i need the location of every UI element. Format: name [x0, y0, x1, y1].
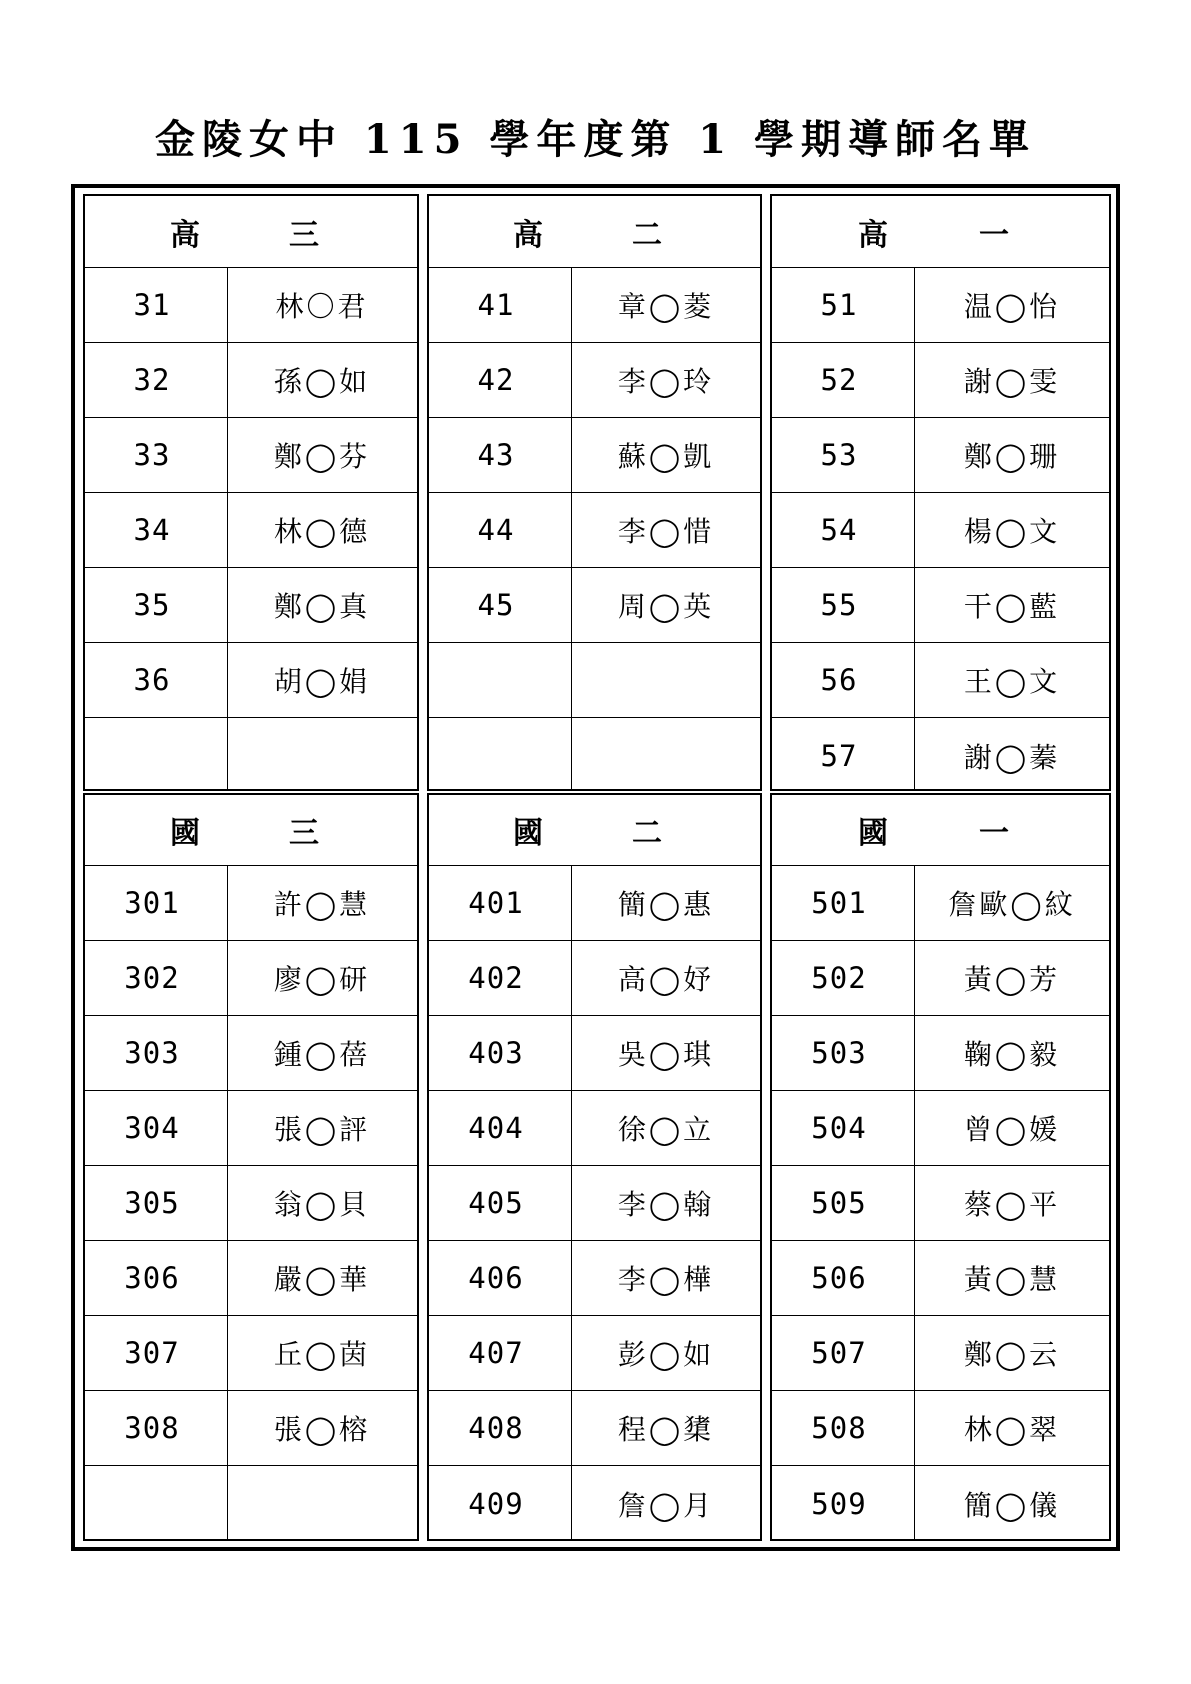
class-number: 508	[811, 1411, 867, 1445]
teacher-name: 黃◯慧	[963, 1263, 1061, 1296]
class-row	[772, 1091, 1109, 1166]
teacher-name: 丘◯茵	[273, 1338, 371, 1371]
teacher-name: 林◯德	[273, 515, 371, 548]
class-row	[772, 1166, 1109, 1241]
class-number: 51	[820, 288, 858, 322]
class-number: 504	[811, 1111, 867, 1145]
grade-section-char: 國	[858, 816, 888, 851]
teacher-name: 曾◯媛	[963, 1113, 1061, 1146]
class-row	[85, 1016, 417, 1091]
class-row	[85, 1391, 417, 1466]
class-number: 43	[477, 438, 515, 472]
class-number: 406	[468, 1261, 524, 1295]
class-row	[429, 1241, 760, 1316]
class-number: 507	[811, 1336, 867, 1370]
teacher-name: 張◯評	[273, 1113, 371, 1146]
teacher-name: 吳◯琪	[617, 1038, 715, 1071]
teacher-name: 鞠◯毅	[963, 1038, 1061, 1071]
class-number: 505	[811, 1186, 867, 1220]
grade-header	[429, 196, 760, 268]
teacher-name: 胡◯娟	[273, 665, 371, 698]
page-title: 金陵女中 115 學年度第 1 學期導師名單	[154, 116, 1037, 163]
teacher-name: 李◯翰	[617, 1188, 715, 1221]
class-row	[772, 343, 1109, 418]
teacher-name: 林〇君	[275, 290, 369, 323]
teacher-name: 嚴◯華	[273, 1263, 371, 1296]
class-row	[772, 493, 1109, 568]
teacher-name: 程◯橥	[617, 1413, 715, 1446]
class-number: 52	[820, 363, 858, 397]
class-row	[85, 643, 417, 718]
class-row	[85, 1466, 417, 1541]
teacher-name: 鄭◯真	[273, 590, 371, 623]
class-number: 305	[124, 1186, 180, 1220]
class-row	[772, 418, 1109, 493]
teacher-name: 王◯文	[963, 665, 1061, 698]
class-row	[429, 1166, 760, 1241]
teacher-name: 高◯妤	[617, 963, 715, 996]
class-row	[429, 866, 760, 941]
class-row	[772, 643, 1109, 718]
grade-panel	[770, 194, 1111, 791]
teacher-name: 黃◯芳	[963, 963, 1061, 996]
class-number: 409	[468, 1486, 524, 1521]
class-row	[429, 1016, 760, 1091]
class-row	[429, 941, 760, 1016]
column-divider	[571, 866, 572, 1539]
column-divider	[914, 866, 915, 1539]
class-row	[85, 1091, 417, 1166]
roster-table-frame	[71, 184, 1120, 1551]
teacher-name: 鍾◯蓓	[273, 1038, 371, 1071]
grade-section-char: 高	[513, 217, 543, 253]
class-row	[85, 718, 417, 793]
teacher-name: 干◯藍	[963, 590, 1061, 623]
class-row	[429, 718, 760, 793]
class-row	[429, 568, 760, 643]
class-row	[85, 1166, 417, 1241]
class-row	[429, 643, 760, 718]
class-number: 306	[124, 1261, 180, 1295]
grade-level-char: 三	[289, 816, 319, 851]
teacher-name: 楊◯文	[963, 515, 1061, 548]
class-row	[772, 1466, 1109, 1541]
class-row	[429, 1316, 760, 1391]
teacher-name: 謝◯雯	[963, 365, 1061, 398]
class-number: 36	[133, 663, 171, 697]
class-number: 44	[477, 513, 515, 547]
class-row	[772, 1016, 1109, 1091]
class-number: 53	[820, 438, 858, 472]
class-row	[772, 941, 1109, 1016]
class-row	[429, 493, 760, 568]
teacher-name: 周◯英	[617, 590, 715, 623]
class-row	[429, 1466, 760, 1541]
class-row	[772, 866, 1109, 941]
grade-level-char: 一	[979, 816, 1009, 851]
class-number: 506	[811, 1261, 867, 1295]
grade-panel	[83, 793, 419, 1541]
class-row	[772, 1316, 1109, 1391]
class-number: 307	[124, 1336, 180, 1370]
class-number: 54	[820, 513, 858, 547]
class-number: 509	[811, 1486, 867, 1521]
teacher-name: 李◯玲	[617, 365, 715, 398]
class-number: 405	[468, 1186, 524, 1220]
teacher-name: 許◯慧	[273, 888, 371, 921]
class-row	[772, 268, 1109, 343]
column-divider	[571, 268, 572, 789]
class-row	[772, 718, 1109, 793]
grade-level-char: 二	[632, 816, 662, 851]
class-number: 45	[477, 588, 515, 622]
column-divider	[227, 866, 228, 1539]
class-row	[772, 1241, 1109, 1316]
class-number: 34	[133, 513, 171, 547]
grade-level-char: 三	[289, 217, 319, 253]
class-number: 41	[477, 288, 515, 322]
teacher-name: 章◯菱	[617, 290, 715, 323]
teacher-name: 徐◯立	[617, 1113, 715, 1146]
teacher-name: 彭◯如	[617, 1338, 715, 1371]
teacher-name: 翁◯貝	[273, 1188, 371, 1221]
grade-panel	[427, 793, 762, 1541]
class-number: 408	[468, 1411, 524, 1445]
class-row	[429, 1091, 760, 1166]
class-row	[429, 1391, 760, 1466]
teacher-name: 李◯惜	[617, 515, 715, 548]
class-row	[429, 268, 760, 343]
class-row	[85, 866, 417, 941]
class-number: 57	[820, 738, 858, 773]
grade-panel	[770, 793, 1111, 1541]
class-number: 56	[820, 663, 858, 697]
grade-section-char: 高	[170, 217, 200, 253]
grade-level-char: 二	[632, 217, 662, 253]
class-row	[85, 343, 417, 418]
class-row	[85, 268, 417, 343]
class-number: 303	[124, 1036, 180, 1070]
class-row	[772, 568, 1109, 643]
teacher-name: 鄭◯云	[963, 1338, 1061, 1371]
teacher-name: 林◯翠	[963, 1413, 1061, 1446]
class-number: 302	[124, 961, 180, 995]
grade-section-char: 國	[170, 816, 200, 851]
class-number: 404	[468, 1111, 524, 1145]
teacher-name: 鄭◯珊	[963, 440, 1061, 473]
grade-header	[85, 196, 417, 268]
class-row	[85, 1241, 417, 1316]
class-number: 402	[468, 961, 524, 995]
teacher-name: 蔡◯平	[963, 1188, 1061, 1221]
grade-panel	[83, 194, 419, 791]
grade-section-char: 高	[858, 217, 888, 253]
teacher-name: 孫◯如	[273, 365, 371, 398]
teacher-name: 簡◯儀	[963, 1488, 1061, 1522]
class-number: 35	[133, 588, 171, 622]
class-number: 501	[811, 886, 867, 920]
class-number: 42	[477, 363, 515, 397]
class-row	[85, 941, 417, 1016]
class-row	[429, 418, 760, 493]
class-row	[429, 343, 760, 418]
class-number: 403	[468, 1036, 524, 1070]
grade-level-char: 一	[979, 217, 1009, 253]
class-number: 407	[468, 1336, 524, 1370]
grade-panel	[427, 194, 762, 791]
class-row	[85, 418, 417, 493]
class-number: 304	[124, 1111, 180, 1145]
column-divider	[914, 268, 915, 789]
teacher-name: 李◯樺	[617, 1263, 715, 1296]
grade-header	[429, 795, 760, 866]
class-number: 503	[811, 1036, 867, 1070]
column-divider	[227, 268, 228, 789]
class-row	[85, 493, 417, 568]
teacher-name: 詹◯月	[617, 1488, 715, 1522]
class-number: 301	[124, 886, 180, 920]
class-row	[85, 568, 417, 643]
class-number: 55	[820, 588, 858, 622]
teacher-name: 簡◯惠	[617, 888, 715, 921]
class-number: 33	[133, 438, 171, 472]
teacher-name: 謝◯蓁	[963, 740, 1061, 774]
grade-section-char: 國	[513, 816, 543, 851]
class-number: 32	[133, 363, 171, 397]
grade-header	[772, 795, 1109, 866]
class-number: 401	[468, 886, 524, 920]
teacher-name: 温◯怡	[963, 290, 1061, 323]
class-row	[85, 1316, 417, 1391]
class-row	[772, 1391, 1109, 1466]
class-number: 502	[811, 961, 867, 995]
teacher-name: 廖◯研	[273, 963, 371, 996]
teacher-name: 蘇◯凱	[617, 440, 715, 473]
grade-header	[85, 795, 417, 866]
teacher-name: 鄭◯芬	[273, 440, 371, 473]
class-number: 308	[124, 1411, 180, 1445]
class-number: 31	[133, 288, 171, 322]
teacher-name: 張◯榕	[273, 1413, 371, 1446]
grade-header	[772, 196, 1109, 268]
teacher-name: 詹歐◯紋	[948, 888, 1076, 921]
